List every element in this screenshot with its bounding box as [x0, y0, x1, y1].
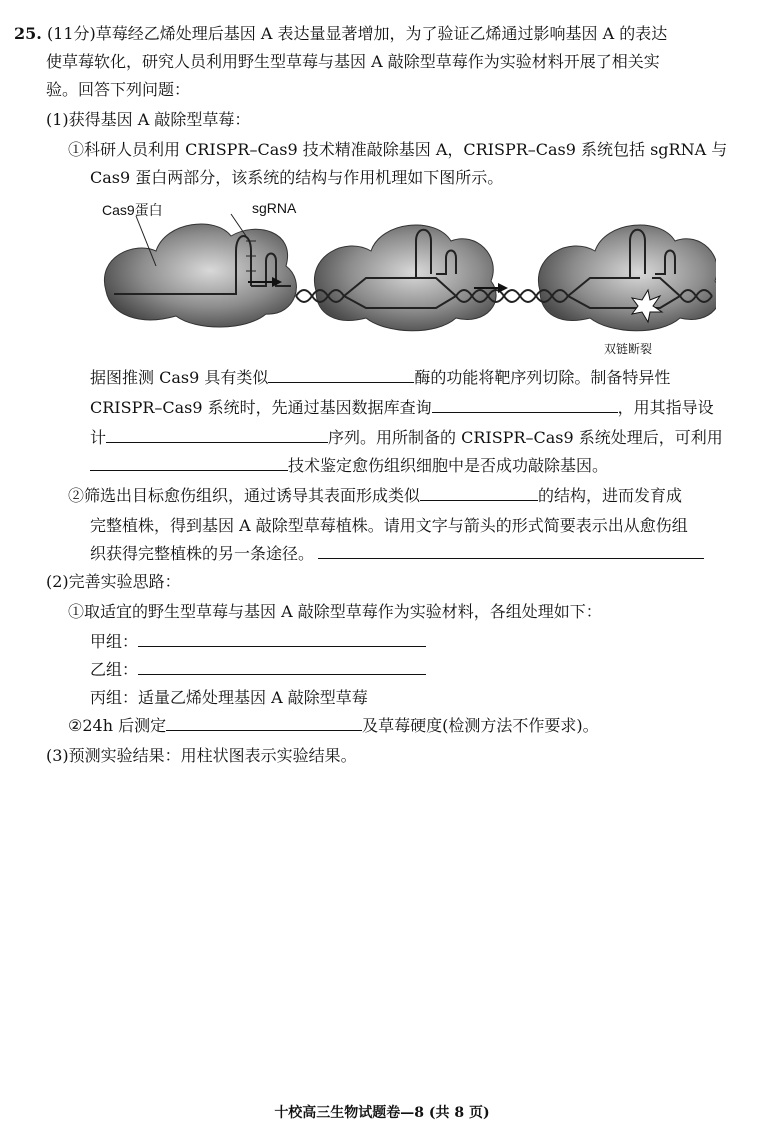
part1-sub1-line2: Cas9 蛋白两部分，该系统的结构与作用机理如下图所示。 — [90, 168, 504, 187]
panel-cas9-complex — [104, 214, 296, 327]
label-double-strand-break: 双链断裂 — [604, 342, 653, 356]
label-sgrna: sgRNA — [252, 200, 297, 216]
group-jia — [90, 628, 426, 656]
text-segment: 甲组： — [90, 632, 139, 651]
part2-heading: (2)完善实验思路： — [46, 572, 181, 591]
part1-sub1-line1: ①科研人员利用 CRISPR–Cas9 技术精准敲除基因 A，CRISPR–Cas9 系统包括 sgRNA 与 — [68, 140, 728, 159]
crispr-cas9-diagram — [96, 196, 716, 364]
part1-question-a — [90, 364, 670, 392]
question-number: 25. — [14, 24, 42, 43]
question-intro-line1 — [14, 20, 667, 48]
text-segment: 织获得完整植株的另一条途径。 — [90, 544, 315, 563]
answer-blank[interactable] — [268, 364, 414, 383]
part2-sub2 — [68, 712, 599, 740]
part1-heading: (1)获得基因 A 敲除型草莓： — [46, 110, 251, 129]
part1-question-c — [90, 424, 723, 452]
answer-blank[interactable] — [138, 628, 426, 647]
group-bing: 丙组：适量乙烯处理基因 A 敲除型草莓 — [90, 688, 368, 707]
text-segment: CRISPR–Cas9 系统时，先通过基因数据库查询 — [90, 398, 432, 417]
text-segment: ②24h 后测定 — [68, 716, 167, 735]
text-segment: 据图推测 Cas9 具有类似 — [90, 368, 269, 387]
part3-heading: (3)预测实验结果：用柱状图表示实验结果。 — [46, 746, 357, 765]
answer-blank[interactable] — [166, 712, 362, 731]
part1-sub2-line3 — [90, 540, 704, 568]
question-intro-text: 草莓经乙烯处理后基因 A 表达量显著增加，为了验证乙烯通过影响基因 A 的表达 — [95, 24, 668, 43]
part2-sub1: ①取适宜的野生型草莓与基因 A 敲除型草莓作为实验材料，各组处理如下： — [68, 602, 602, 621]
text-segment: 计 — [90, 428, 107, 447]
part1-sub2-line2: 完整植株，得到基因 A 敲除型草莓植株。请用文字与箭头的形式简要表示出从愈伤组 — [90, 516, 688, 535]
part1-question-b — [90, 394, 714, 422]
text-segment: 的结构，进而发育成 — [538, 486, 683, 505]
question-intro-line2: 使草莓软化，研究人员利用野生型草莓与基因 A 敲除型草莓作为实验材料开展了相关实 — [46, 52, 660, 71]
panel-target-binding — [296, 225, 520, 331]
text-segment: ②筛选出目标愈伤组织，通过诱导其表面形成类似 — [68, 486, 421, 505]
part1-question-d — [90, 452, 608, 480]
question-intro-line3: 验。回答下列问题： — [46, 80, 191, 99]
text-segment: 序列。用所制备的 CRISPR–Cas9 系统处理后，可利用 — [328, 428, 723, 447]
text-segment: ，用其指导设 — [617, 398, 714, 417]
answer-blank[interactable] — [138, 656, 426, 675]
answer-blank[interactable] — [420, 482, 538, 501]
part1-sub2-line1 — [68, 482, 682, 510]
text-segment: 酶的功能将靶序列切除。制备特异性 — [414, 368, 671, 387]
answer-blank[interactable] — [90, 452, 288, 471]
text-segment: 技术鉴定愈伤组织细胞中是否成功敲除基因。 — [288, 456, 609, 475]
text-segment: 乙组： — [90, 660, 139, 679]
question-score: (11分) — [46, 24, 96, 43]
answer-blank[interactable] — [318, 540, 704, 559]
crispr-cas9-figure — [96, 196, 716, 364]
page-footer: 十校高三生物试题卷—8 (共 8 页) — [274, 1105, 490, 1121]
label-cas9-protein: Cas9蛋白 — [102, 202, 163, 218]
group-yi — [90, 656, 426, 684]
answer-blank[interactable] — [106, 424, 328, 443]
panel-double-strand-break — [520, 225, 716, 331]
answer-blank[interactable] — [432, 394, 618, 413]
text-segment: 及草莓硬度(检测方法不作要求)。 — [362, 716, 599, 735]
